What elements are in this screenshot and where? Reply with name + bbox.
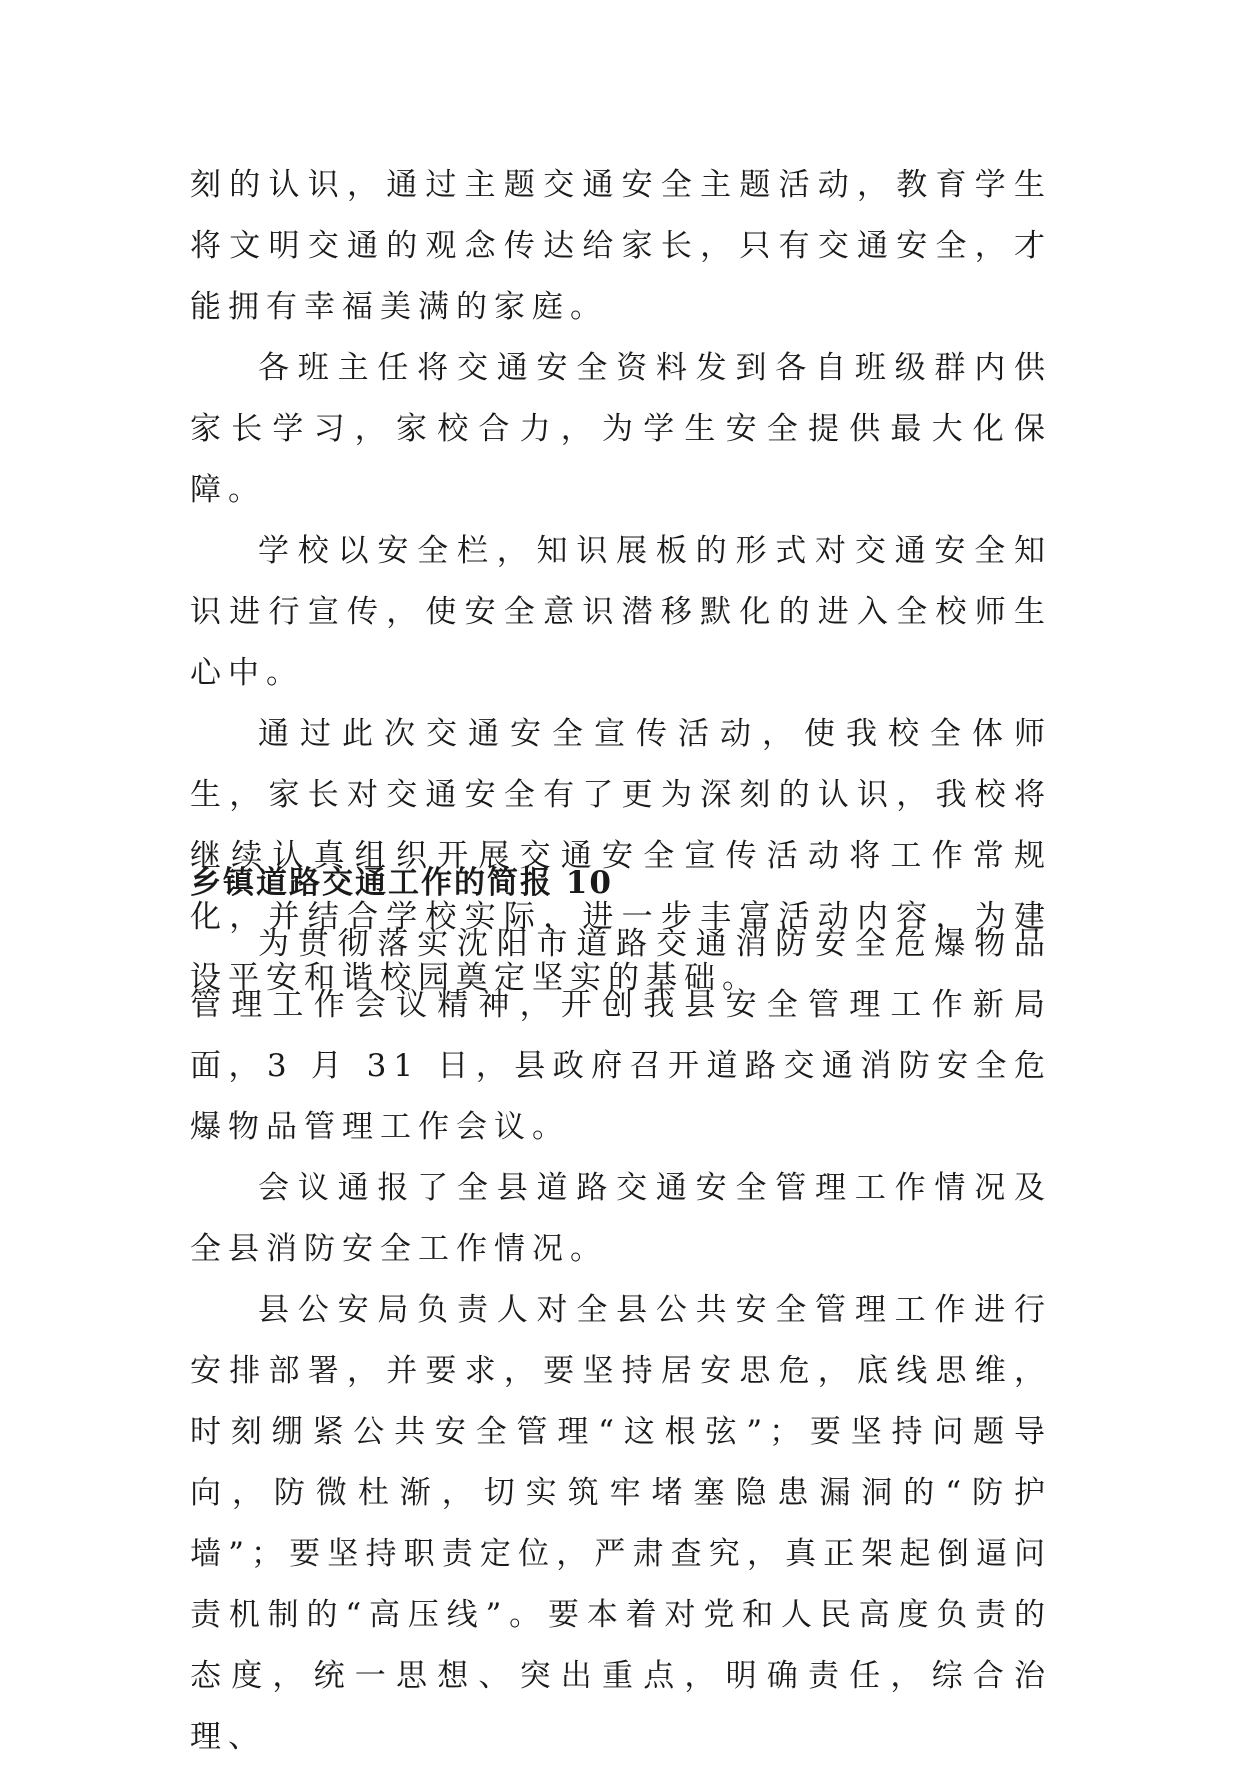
paragraph: 通过此次交通安全宣传活动，使我校全体师生，家长对交通安全有了更为深刻的认识，我校将继续认真组织开展交通安全宣传活动将工作常规化，并结合学校实际，进一步丰富活动内容，为建设平安和谐校园奠定坚实的基础。: [190, 716, 1052, 996]
paragraph: 会议通报了全县道路交通安全管理工作情况及全县消防安全工作情况。: [190, 1170, 1052, 1267]
paragraph: 各班主任将交通安全资料发到各自班级群内供家长学习，家校合力，为学生安全提供最大化保障。: [190, 350, 1052, 508]
paragraph: 为贯彻落实沈阳市道路交通消防安全危爆物品管理工作会议精神，开创我县安全管理工作新局面，3 月 31 日，县政府召开道路交通消防安全危爆物品管理工作会议。: [190, 926, 1052, 1145]
paragraph: 学校以安全栏，知识展板的形式对交通安全知识进行宣传，使安全意识潜移默化的进入全校师生心中。: [190, 533, 1052, 691]
section-title: 乡镇道路交通工作的简报 10: [190, 865, 613, 901]
section-2-body: [190, 914, 1052, 1768]
paragraph: 县公安局负责人对全县公共安全管理工作进行安排部署，并要求，要坚持居安思危，底线思维，时刻绷紧公共安全管理“这根弦”；要坚持问题导向，防微杜渐，切实筑牢堵塞隐患漏洞的“防护墙”；要坚持职责定位，严肃查究，真正架起倒逼问责机制的“高压线”。要本着对党和人民高度负责的态度，统一思想、突出重点，明确责任，综合治理、: [190, 1292, 1052, 1755]
paragraph-continued: 刻的认识，通过主题交通安全主题活动，教育学生将文明交通的观念传达给家长，只有交通安全，才能拥有幸福美满的家庭。: [190, 167, 1052, 325]
